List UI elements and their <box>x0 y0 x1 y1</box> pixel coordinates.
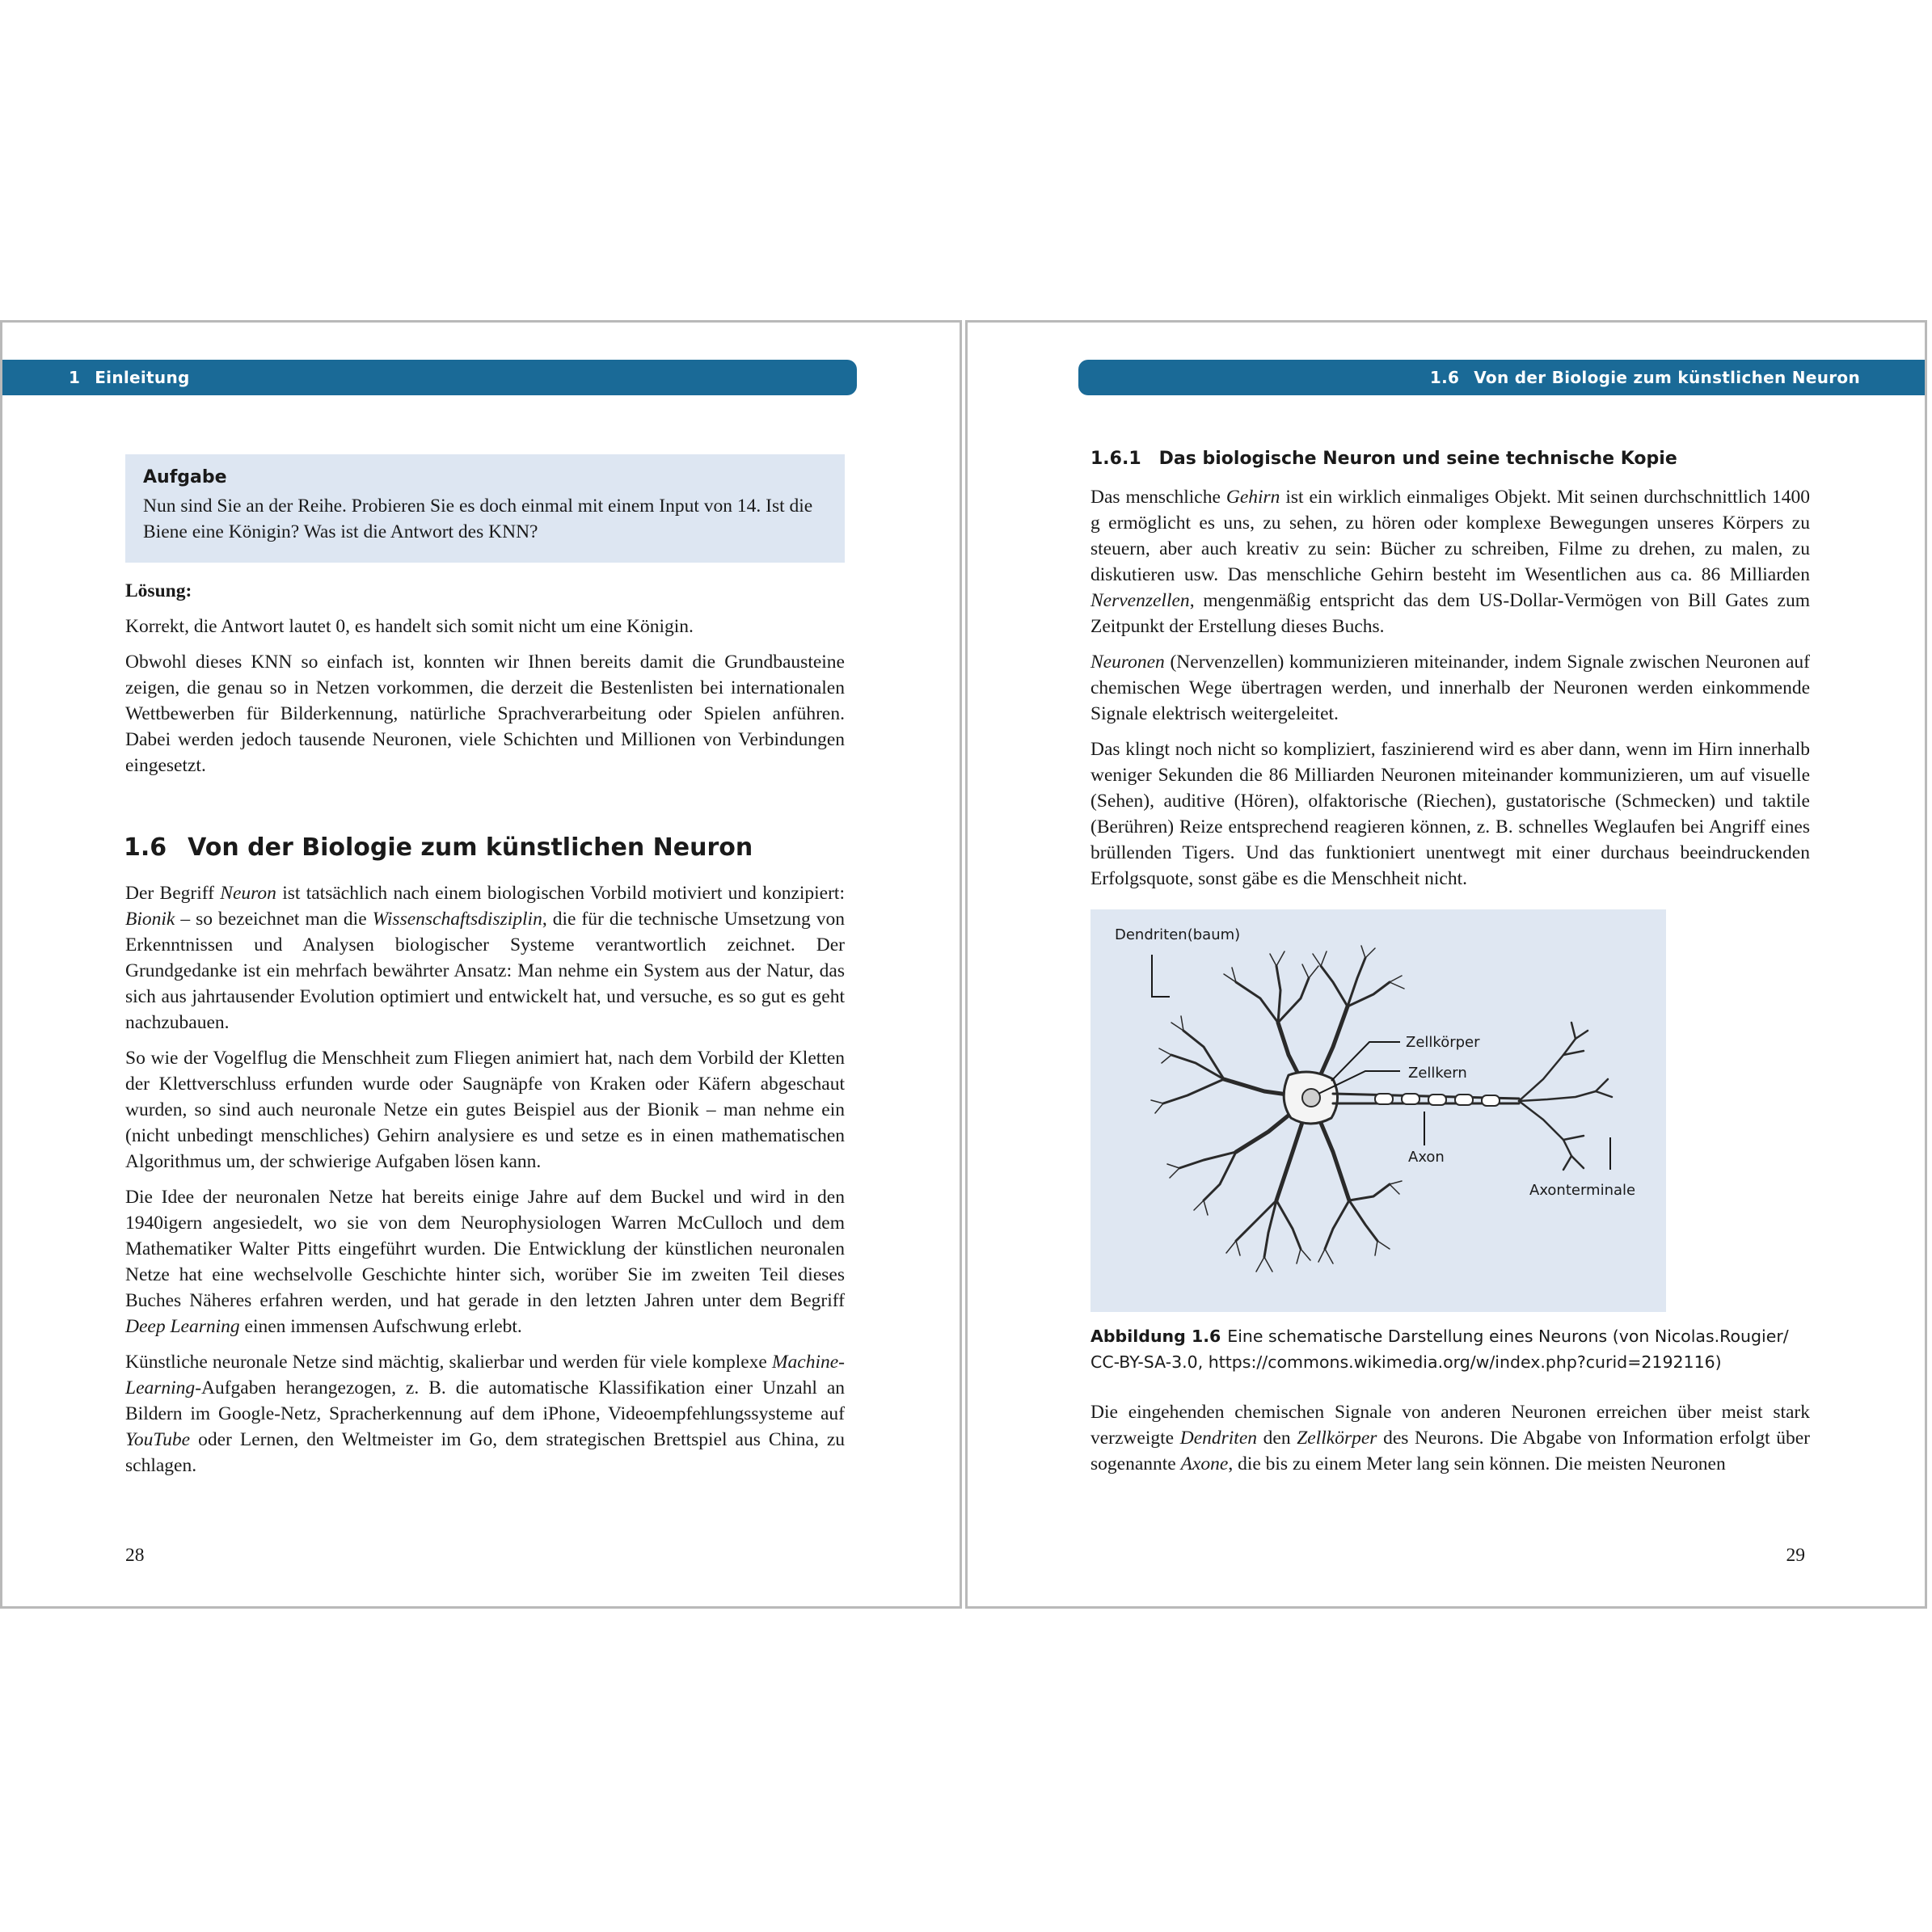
label-axon-terminals: Axonterminale <box>1529 1182 1636 1199</box>
emphasis: Nervenzellen <box>1090 590 1190 611</box>
header-section-title: Von der Biologie zum künstlichen Neuron <box>1474 368 1860 387</box>
text-run: -Aufgaben herangezogen, z. B. die automatische Klassifikation einer Unzahl an Bildern im Google-Netz, Spracherkennung auf dem iPhone, Videoempfehlungssysteme auf <box>125 1377 845 1424</box>
paragraph <box>1090 1399 1810 1477</box>
emphasis: YouTube <box>125 1429 191 1450</box>
label-dendrites: Dendriten(baum) <box>1115 926 1241 943</box>
text-run: Der Begriff <box>125 883 221 904</box>
section-number: 1.6 <box>124 833 167 862</box>
figure-caption <box>1090 1323 1818 1375</box>
text-run: , mengenmäßig entspricht das dem US-Dollar-Vermögen von Bill Gates zum Zeitpunkt der Erstellung dieses Buchs. <box>1090 590 1810 637</box>
paragraph <box>125 1184 845 1339</box>
closing-paragraph-block <box>1090 1399 1810 1487</box>
text-run: Die eingehenden chemischen Signale von anderen Neuronen erreichen über meist stark verzweigte <box>1090 1402 1810 1449</box>
paragraph <box>125 880 845 1036</box>
chapter-number: 1 <box>69 368 81 387</box>
text-run: ist tatsächlich nach einem biologischen Vorbild motiviert und konzipiert: <box>276 883 845 904</box>
solution-label: Lösung: <box>125 580 192 601</box>
text-run: Künstliche neuronale Netze sind mächtig, skalierbar und werden für viele komplexe <box>125 1352 772 1373</box>
text-run: oder Lernen, den Weltmeister im Go, dem strategischen Brettspiel aus China, zu schlagen. <box>125 1429 845 1476</box>
chapter-title: Einleitung <box>95 368 190 387</box>
paragraph: So wie der Vogelflug die Menschheit zum Fliegen animiert hat, nach dem Vorbild der Kletten der Klettverschluss erfunden wurde oder Saugnäpfe von Kraken oder Käfern abgeschaut wurden, so sind auch neuronale Netze ein gutes Beispiel aus der Bionik – man nehme ein (nicht unbedingt menschliches) Gehirn analysiere es und setze es in einen mathematischen Algorithmus um, der schwierige Aufgaben lösen kann. <box>125 1048 845 1172</box>
emphasis: Neuronen <box>1090 652 1165 673</box>
label-axon: Axon <box>1408 1149 1445 1166</box>
subsection-title: Das biologische Neuron und seine technische Kopie <box>1158 449 1677 469</box>
text-run: des Neurons. Die Abgabe von Information erfolgt über sogenannte <box>1090 1428 1810 1474</box>
text-run: (Nervenzellen) kommunizieren miteinander, indem Signale zwischen Neuronen auf chemischen Wege übertragen werden, und innerhalb der Neuronen werden einkommende Signale elektrisch weitergeleitet. <box>1090 652 1810 724</box>
emphasis: Wissenschaftsdisziplin <box>372 909 542 930</box>
text-run: , die bis zu einem Meter lang sein können. Die meisten Neuronen <box>1228 1453 1726 1474</box>
caption-label: Abbildung 1.6 <box>1090 1327 1221 1346</box>
paragraph: Obwohl dieses KNN so einfach ist, konnten wir Ihnen bereits damit die Grundbausteine zeigen, die genau so in Netzen vorkommen, die derzeit die Bestenlisten bei internationalen Wettbewerben für Bilderkennung, natürliche Sprachverarbeitung oder Spielen anführen. Dabei werden jedoch tausende Neuronen, viele Schichten und Millionen von Verbindungen eingesetzt. <box>125 652 845 776</box>
chapter-header-bar <box>2 360 857 395</box>
text-run: , die für die technische Umsetzung von Erkenntnissen und Analysen biologischer Systeme verantwortlich zeichnet. Der Grundgedanke ist ein mehrfach bewährter Ansatz: Man nehme ein System aus der Natur, das sich aus jahrtausender Evolution optimiert und entwickelt hat, und versuche, es so gut es geht nachzubauen. <box>125 909 845 1033</box>
right-page <box>965 320 1927 1609</box>
text-run: ist ein wirklich einmaliges Objekt. Mit seinen durchschnittlich 1400 g ermöglicht es uns, zu sehen, zu hören oder komplexe Bewegungen unseres Körpers zu steuern, aber auch kreativ zu sein: Bücher zu schreiben, Filme zu drehen, zu malen, zu diskutieren usw. Das menschliche Gehirn besteht im Wesentlichen aus ca. 86 Milliarden <box>1090 487 1810 585</box>
section-title: Von der Biologie zum künstlichen Neuron <box>188 833 753 862</box>
section-header-bar <box>1078 360 1925 395</box>
neuron-diagram <box>1090 909 1666 1312</box>
paragraph: Korrekt, die Antwort lautet 0, es handelt sich somit nicht um eine Königin. <box>125 616 694 637</box>
section-heading <box>124 833 753 862</box>
neuron-figure <box>1090 909 1666 1312</box>
caption-text: Eine schematische Darstellung eines Neurons (von Nicolas.Rougier/ CC-BY-SA-3.0, https://commons.wikimedia.org/w/index.php?curid=2192116) <box>1090 1327 1789 1372</box>
emphasis: Axone <box>1180 1453 1229 1474</box>
text-run: einen immensen Aufschwung erlebt. <box>239 1316 522 1337</box>
page-number: 29 <box>1786 1545 1805 1566</box>
emphasis: Machine-Learning <box>125 1352 845 1398</box>
text-run: Das menschliche <box>1090 487 1226 508</box>
neuron-drawing <box>1151 946 1612 1272</box>
text-run: den <box>1257 1428 1297 1449</box>
leader-lines <box>1152 955 1610 1170</box>
subsection-body <box>1090 484 1810 901</box>
task-box <box>125 454 845 563</box>
left-page <box>0 320 962 1609</box>
emphasis: Bionik <box>125 909 175 930</box>
paragraph <box>1090 484 1810 639</box>
text-run: – so bezeichnet man die <box>175 909 373 930</box>
emphasis: Zellkörper <box>1297 1428 1377 1449</box>
subsection-heading <box>1090 449 1677 469</box>
section-body <box>125 880 845 1488</box>
subsection-number: 1.6.1 <box>1090 449 1141 469</box>
label-cell-body: Zellkörper <box>1406 1034 1480 1051</box>
emphasis: Gehirn <box>1225 487 1280 508</box>
text-run: Die Idee der neuronalen Netze hat bereits einige Jahre auf dem Buckel und wird in den 1940igern angesiedelt, wo sie von dem Neurophysiologen Warren McCulloch und dem Mathematiker Walter Pitts eingeführt wurden. Die Entwicklung der künstlichen neuronalen Netze hat eine wechselvolle Geschichte hinter sich, worüber Sie im zweiten Teil dieses Buches Näheres erfahren werden, und hat gerade in den letzten Jahren unter dem Begriff <box>125 1187 845 1311</box>
task-title: Aufgabe <box>143 467 227 487</box>
paragraph <box>125 1349 845 1479</box>
emphasis: Neuron <box>220 883 276 904</box>
emphasis: Dendriten <box>1179 1428 1258 1449</box>
paragraph: Das klingt noch nicht so kompliziert, faszinierend wird es aber dann, wenn im Hirn innerhalb weniger Sekunden die 86 Milliarden Neuronen miteinander kommunizieren, um auf visuelle (Sehen), auditive (Hören), olfaktorische (Riechen), gustatorische (Schmecken) und taktile (Berühren) Reize entsprechend reagieren können, z. B. schnelles Weglaufen bei Angriff eines brüllenden Tigers. Und das funktioniert unentwegt mit einer durchaus beeindruckenden Erfolgsquote, sonst gäbe es die Menschheit nicht. <box>1090 739 1810 889</box>
emphasis: Deep Learning <box>125 1316 240 1337</box>
header-section-number: 1.6 <box>1429 368 1460 387</box>
page-number: 28 <box>125 1545 145 1566</box>
paragraph <box>1090 649 1810 727</box>
solution-block <box>125 578 845 788</box>
label-nucleus: Zellkern <box>1408 1065 1467 1082</box>
task-content: Nun sind Sie an der Reihe. Probieren Sie es doch einmal mit einem Input von 14. Ist die Biene eine Königin? Was ist die Antwort des KNN? <box>143 496 813 542</box>
